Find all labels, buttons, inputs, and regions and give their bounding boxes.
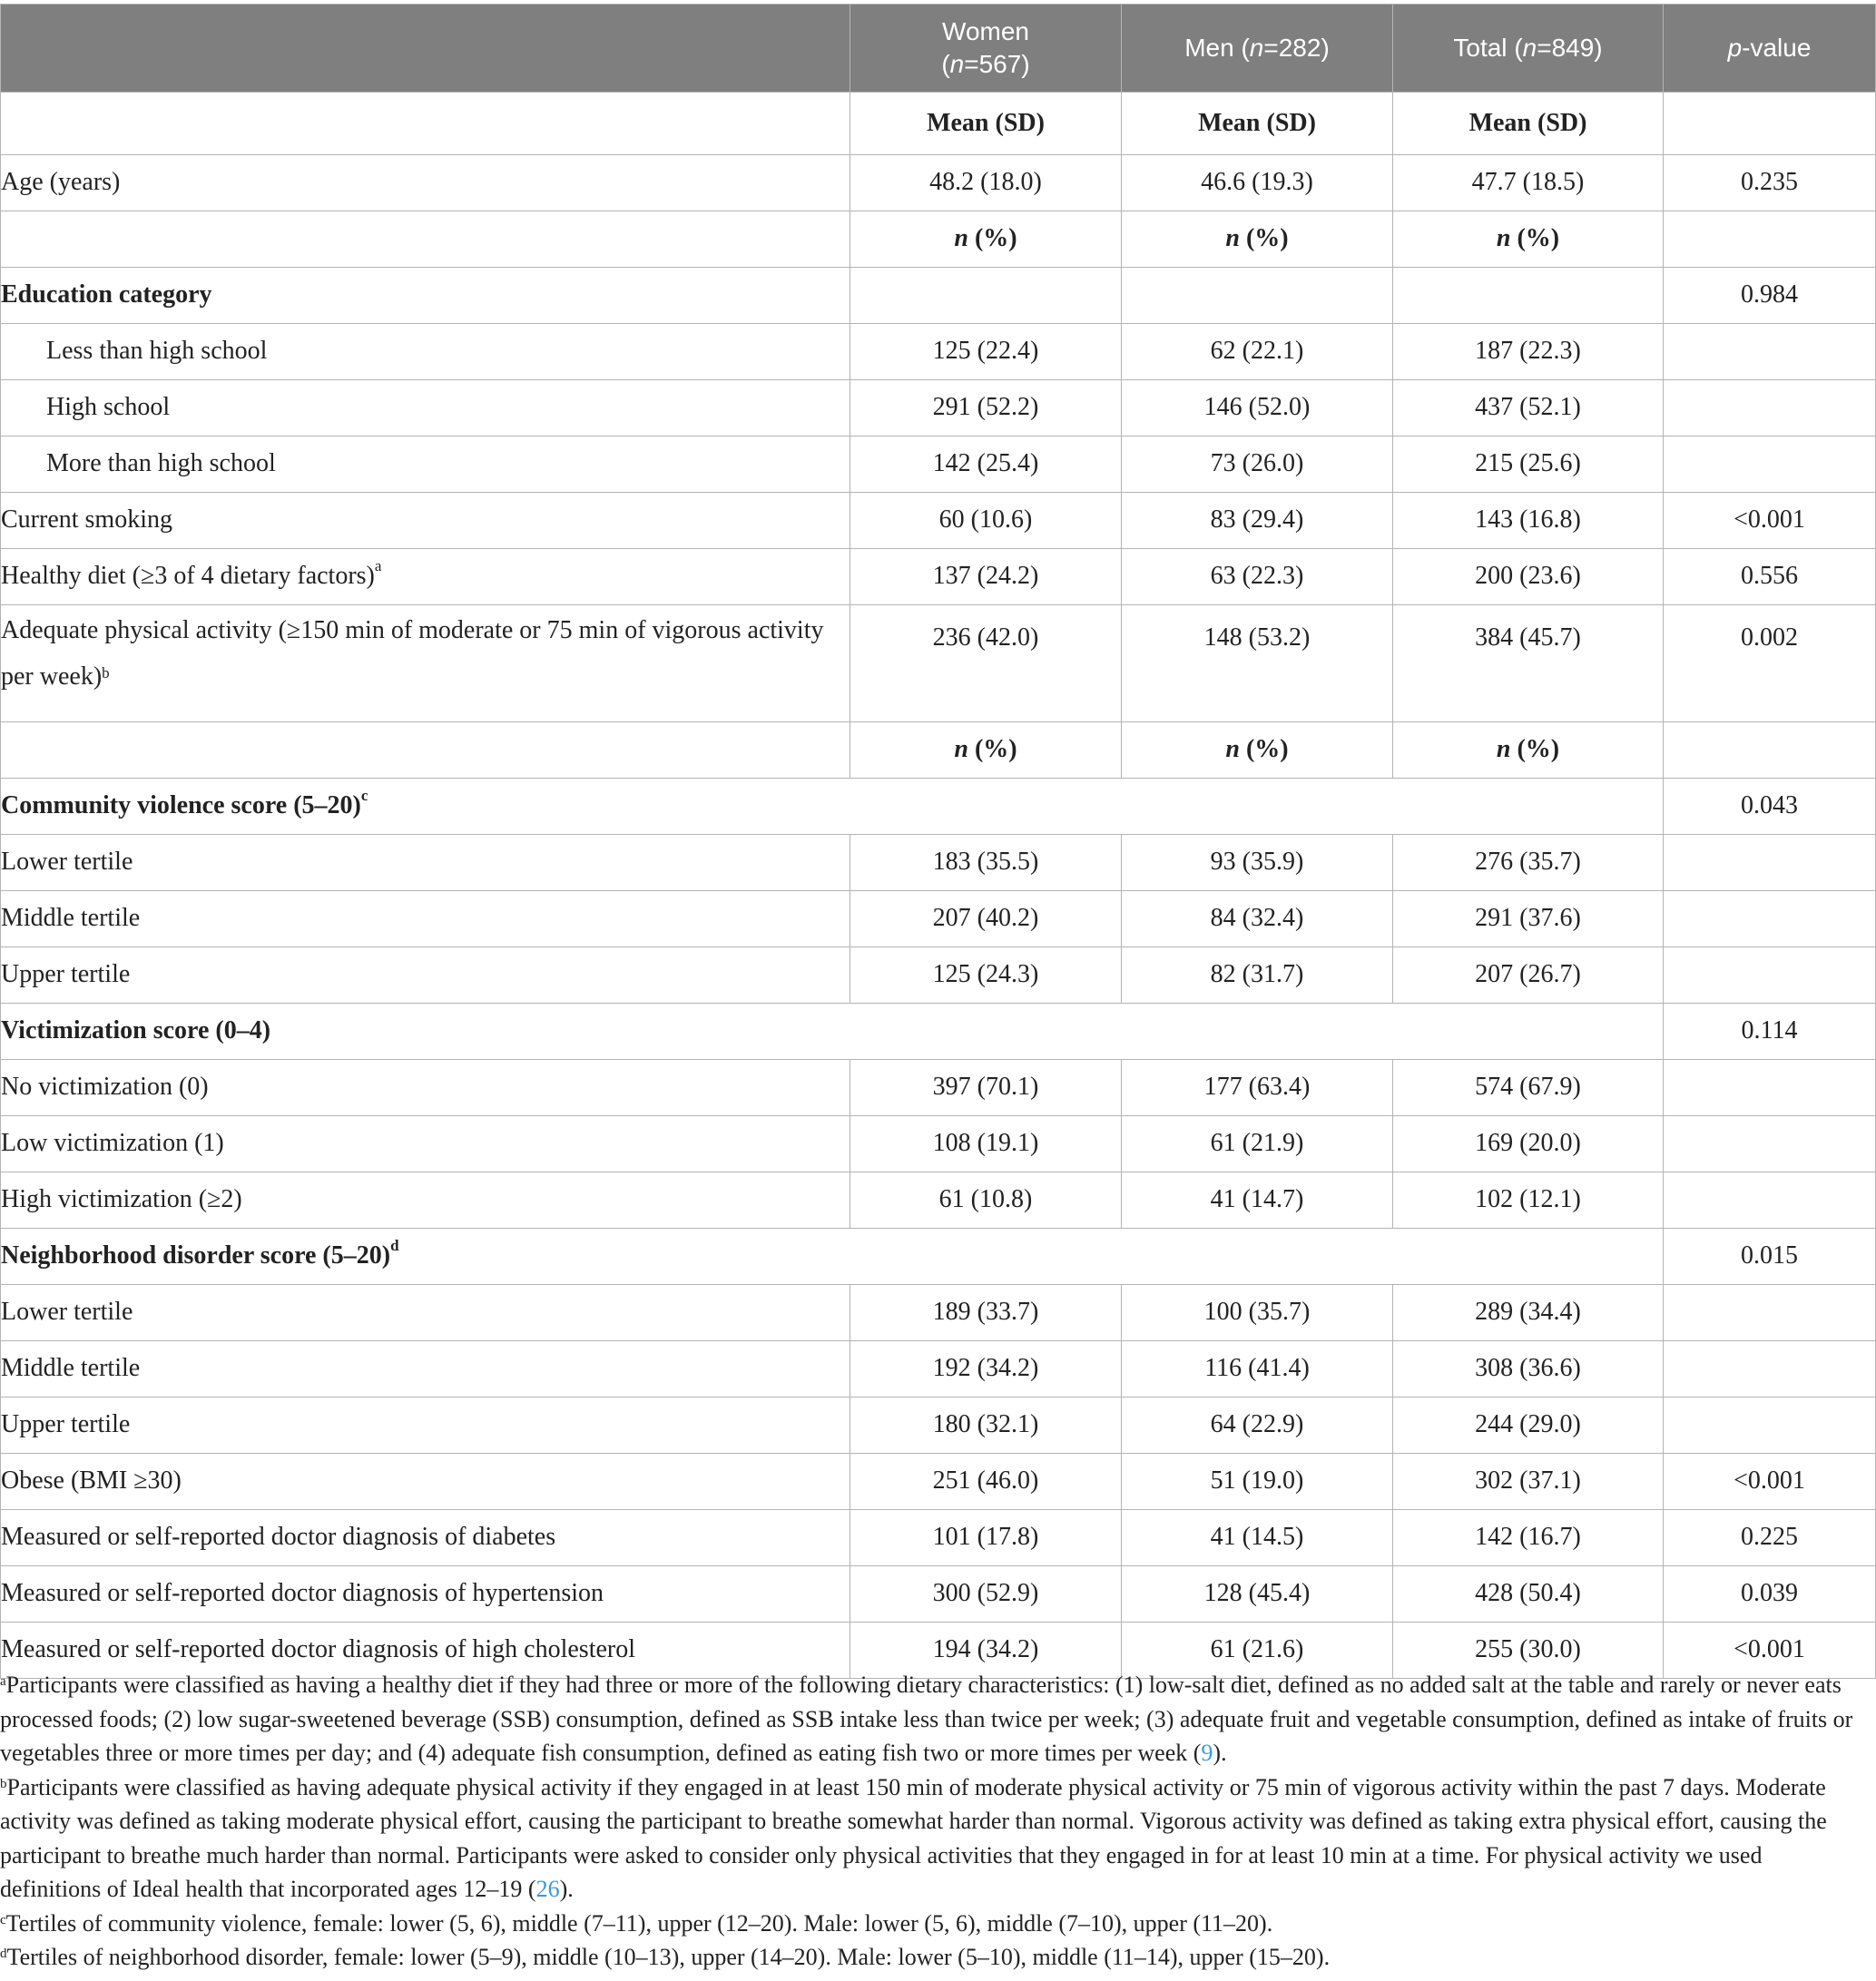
p-value-cell: [1664, 1341, 1876, 1397]
p-value-cell: <0.001: [1664, 1454, 1876, 1510]
men-cell: 93 (35.9): [1122, 835, 1393, 891]
men-cell: 146 (52.0): [1122, 380, 1393, 436]
women-cell: 101 (17.8): [850, 1510, 1122, 1566]
row-label: No victimization (0): [1, 1060, 850, 1116]
row-label: More than high school: [1, 436, 850, 493]
row-label: [1, 722, 850, 779]
p-value-cell: [1664, 1285, 1876, 1341]
table-row: [1, 779, 1876, 835]
total-cell: n (%): [1393, 722, 1664, 779]
table-row: [1, 1454, 1876, 1510]
women-cell: 125 (22.4): [850, 324, 1122, 380]
men-cell: 73 (26.0): [1122, 436, 1393, 493]
total-cell: 302 (37.1): [1393, 1454, 1664, 1510]
p-value-cell: [1664, 380, 1876, 436]
p-value-cell: 0.043: [1664, 779, 1876, 835]
row-label: Middle tertile: [1, 1341, 850, 1397]
p-value-cell: <0.001: [1664, 1623, 1876, 1679]
p-value-cell: 0.002: [1664, 605, 1876, 722]
row-label: Less than high school: [1, 324, 850, 380]
p-value-cell: 0.114: [1664, 1004, 1876, 1060]
women-cell: 61 (10.8): [850, 1172, 1122, 1229]
table-row: [1, 1229, 1876, 1285]
total-cell: 143 (16.8): [1393, 493, 1664, 549]
table-row: [1, 211, 1876, 268]
p-value-cell: 0.556: [1664, 549, 1876, 605]
total-cell: Mean (SD): [1393, 93, 1664, 155]
header-total: Total (n=849): [1393, 5, 1664, 93]
table-row: [1, 380, 1876, 436]
footnote-marker: b: [102, 664, 110, 682]
men-cell: Mean (SD): [1122, 93, 1393, 155]
total-cell: 200 (23.6): [1393, 549, 1664, 605]
row-label: Low victimization (1): [1, 1116, 850, 1172]
table-row: [1, 155, 1876, 211]
footnote-marker: a: [374, 557, 382, 575]
row-label: [1, 211, 850, 268]
table-row: [1, 605, 1876, 722]
men-cell: 62 (22.1): [1122, 324, 1393, 380]
p-value-cell: [1664, 1172, 1876, 1229]
women-cell: Mean (SD): [850, 93, 1122, 155]
total-cell: 207 (26.7): [1393, 947, 1664, 1004]
women-cell: 189 (33.7): [850, 1285, 1122, 1341]
women-cell: 180 (32.1): [850, 1397, 1122, 1454]
header-label-col: [1, 5, 850, 93]
footnote-mark: b: [0, 1776, 7, 1791]
header-women-n: (n=567): [941, 50, 1030, 78]
total-cell: 102 (12.1): [1393, 1172, 1664, 1229]
table-row: [1, 1341, 1876, 1397]
women-cell: 60 (10.6): [850, 493, 1122, 549]
men-cell: [1122, 268, 1393, 324]
row-label: Upper tertile: [1, 947, 850, 1004]
men-cell: 83 (29.4): [1122, 493, 1393, 549]
footnotes: [0, 1668, 1861, 1975]
row-label: Education category: [1, 268, 850, 324]
footnote-mark: a: [0, 1674, 6, 1689]
women-cell: 207 (40.2): [850, 891, 1122, 947]
women-cell: 48.2 (18.0): [850, 155, 1122, 211]
header-men-n: (n=282): [1241, 33, 1330, 62]
footnote-mark: d: [0, 1947, 7, 1961]
total-cell: 384 (45.7): [1393, 605, 1664, 722]
row-label: Measured or self-reported doctor diagnosis of high cholesterol: [1, 1623, 850, 1679]
women-cell: 192 (34.2): [850, 1341, 1122, 1397]
table-row: [1, 1397, 1876, 1454]
women-cell: [850, 268, 1122, 324]
footnote-c: $^c$Tertiles of community violence, female: lower (5, 6), middle (7–11), upper (12–20). Male: lower (5, 6), middle (7–10), upper (11–20).: [0, 1909, 1273, 1937]
p-value-cell: <0.001: [1664, 493, 1876, 549]
total-cell: 308 (36.6): [1393, 1341, 1664, 1397]
women-cell: 125 (24.3): [850, 947, 1122, 1004]
p-value-cell: 0.015: [1664, 1229, 1876, 1285]
footnote-marker: d: [390, 1237, 399, 1255]
reference-link[interactable]: 26: [535, 1876, 560, 1902]
men-cell: 46.6 (19.3): [1122, 155, 1393, 211]
footnote-marker: c: [360, 787, 368, 805]
men-cell: 177 (63.4): [1122, 1060, 1393, 1116]
footnote-b: $^b$Participants were classified as having adequate physical activity if they engaged in at least 150 min of moderate physical activity or 75 min of vigorous activity within the past 7 days. Moderate activity was defined as taking moderate physical effort, causing the participant to breathe somewhat harder than normal. Vigorous activity was defined as taking extra physical effort, causing the participant to breathe much harder than normal. Participants were asked to consider only physical activities that they engaged in for at least 10 min at a time. For physical activity we used definitions of Ideal health that incorporated ages 12–19 (26).: [0, 1773, 1827, 1902]
total-cell: [1393, 268, 1664, 324]
row-label: Age (years): [1, 155, 850, 211]
p-value-cell: [1664, 93, 1876, 155]
women-cell: 194 (34.2): [850, 1623, 1122, 1679]
row-label: Healthy diet (≥3 of 4 dietary factors)$^a$: [1, 549, 850, 605]
p-value-cell: [1664, 211, 1876, 268]
header-women: Women (n=567): [850, 5, 1122, 93]
reference-link[interactable]: 9: [1201, 1740, 1213, 1766]
men-cell: 148 (53.2): [1122, 605, 1393, 722]
total-cell: 215 (25.6): [1393, 436, 1664, 493]
header-row: [1, 5, 1876, 93]
p-value-cell: 0.225: [1664, 1510, 1876, 1566]
row-label: Obese (BMI ≥30): [1, 1454, 850, 1510]
women-cell: 236 (42.0): [850, 605, 1122, 722]
men-cell: 61 (21.6): [1122, 1623, 1393, 1679]
total-cell: 276 (35.7): [1393, 835, 1664, 891]
table-row: [1, 93, 1876, 155]
row-label: Upper tertile: [1, 1397, 850, 1454]
total-cell: 142 (16.7): [1393, 1510, 1664, 1566]
row-label: High school: [1, 380, 850, 436]
row-label: Victimization score (0–4): [1, 1004, 1664, 1060]
total-cell: 437 (52.1): [1393, 380, 1664, 436]
row-label: Measured or self-reported doctor diagnosis of diabetes: [1, 1510, 850, 1566]
total-cell: 244 (29.0): [1393, 1397, 1664, 1454]
table-row: [1, 947, 1876, 1004]
table-row: [1, 493, 1876, 549]
men-cell: 128 (45.4): [1122, 1566, 1393, 1623]
total-cell: 47.7 (18.5): [1393, 155, 1664, 211]
women-cell: 291 (52.2): [850, 380, 1122, 436]
women-cell: 142 (25.4): [850, 436, 1122, 493]
men-cell: 84 (32.4): [1122, 891, 1393, 947]
total-cell: 574 (67.9): [1393, 1060, 1664, 1116]
women-cell: 397 (70.1): [850, 1060, 1122, 1116]
row-label: [1, 93, 850, 155]
table-row: [1, 549, 1876, 605]
table-row: [1, 1566, 1876, 1623]
men-cell: n (%): [1122, 211, 1393, 268]
men-cell: 61 (21.9): [1122, 1116, 1393, 1172]
p-value-cell: [1664, 1116, 1876, 1172]
header-p-value: p-value: [1664, 5, 1876, 93]
table-row: [1, 1172, 1876, 1229]
table-row: [1, 268, 1876, 324]
p-value-cell: 0.984: [1664, 268, 1876, 324]
header-men: Men (n=282): [1122, 5, 1393, 93]
p-value-cell: [1664, 436, 1876, 493]
men-cell: 41 (14.5): [1122, 1510, 1393, 1566]
row-label: Lower tertile: [1, 835, 850, 891]
table-row: [1, 1510, 1876, 1566]
row-label: Lower tertile: [1, 1285, 850, 1341]
p-value-cell: [1664, 1397, 1876, 1454]
women-cell: 183 (35.5): [850, 835, 1122, 891]
footnote-a: $^a$Participants were classified as having a healthy diet if they had three or more of the following dietary characteristics: (1) low-salt diet, defined as no added salt at the table and rarely or never eats processed foods; (2) low sugar-sweetened beverage (SSB) consumption, defined as SSB intake less than twice per week; (3) adequate fruit and vegetable consumption, defined as intake of fruits or vegetables three or more times per day; and (4) adequate fish consumption, defined as eating fish two or more times per week (9).: [0, 1672, 1853, 1766]
total-cell: 255 (30.0): [1393, 1623, 1664, 1679]
footnote-mark: c: [0, 1912, 6, 1927]
table-row: [1, 324, 1876, 380]
table-row: [1, 1060, 1876, 1116]
men-cell: 41 (14.7): [1122, 1172, 1393, 1229]
table-row: [1, 1004, 1876, 1060]
row-label: Current smoking: [1, 493, 850, 549]
p-value-cell: [1664, 324, 1876, 380]
characteristics-table: [0, 4, 1876, 1679]
p-value-cell: [1664, 1060, 1876, 1116]
p-value-cell: [1664, 947, 1876, 1004]
men-cell: n (%): [1122, 722, 1393, 779]
row-label: Middle tertile: [1, 891, 850, 947]
table-row: [1, 436, 1876, 493]
men-cell: 100 (35.7): [1122, 1285, 1393, 1341]
men-cell: 51 (19.0): [1122, 1454, 1393, 1510]
table-row: [1, 1285, 1876, 1341]
table-row: [1, 891, 1876, 947]
total-cell: n (%): [1393, 211, 1664, 268]
header-total-n: (n=849): [1514, 33, 1603, 62]
women-cell: 300 (52.9): [850, 1566, 1122, 1623]
table-row: [1, 835, 1876, 891]
table-row: [1, 1116, 1876, 1172]
total-cell: 289 (34.4): [1393, 1285, 1664, 1341]
women-cell: 108 (19.1): [850, 1116, 1122, 1172]
p-value-cell: [1664, 835, 1876, 891]
total-cell: 169 (20.0): [1393, 1116, 1664, 1172]
footnote-d: $^d$Tertiles of neighborhood disorder, female: lower (5–9), middle (10–13), upper (14–20). Male: lower (5–10), middle (11–14), upper (15–20).: [0, 1944, 1331, 1970]
total-cell: 428 (50.4): [1393, 1566, 1664, 1623]
row-label: Adequate physical activity (≥150 min of moderate or 75 min of vigorous activity per week)$^b$: [1, 605, 850, 722]
women-cell: n (%): [850, 722, 1122, 779]
men-cell: 64 (22.9): [1122, 1397, 1393, 1454]
p-value-cell: [1664, 722, 1876, 779]
p-value-cell: 0.235: [1664, 155, 1876, 211]
women-cell: 137 (24.2): [850, 549, 1122, 605]
men-cell: 63 (22.3): [1122, 549, 1393, 605]
row-label: Neighborhood disorder score $(5-20)^d$: [1, 1229, 1664, 1285]
row-label: High victimization (≥2): [1, 1172, 850, 1229]
row-label: Community violence score $(5-20)^c$: [1, 779, 1664, 835]
total-cell: 187 (22.3): [1393, 324, 1664, 380]
women-cell: n (%): [850, 211, 1122, 268]
row-label: Measured or self-reported doctor diagnosis of hypertension: [1, 1566, 850, 1623]
p-value-cell: 0.039: [1664, 1566, 1876, 1623]
total-cell: 291 (37.6): [1393, 891, 1664, 947]
women-cell: 251 (46.0): [850, 1454, 1122, 1510]
men-cell: 82 (31.7): [1122, 947, 1393, 1004]
table-row: [1, 722, 1876, 779]
p-value-cell: [1664, 891, 1876, 947]
men-cell: 116 (41.4): [1122, 1341, 1393, 1397]
